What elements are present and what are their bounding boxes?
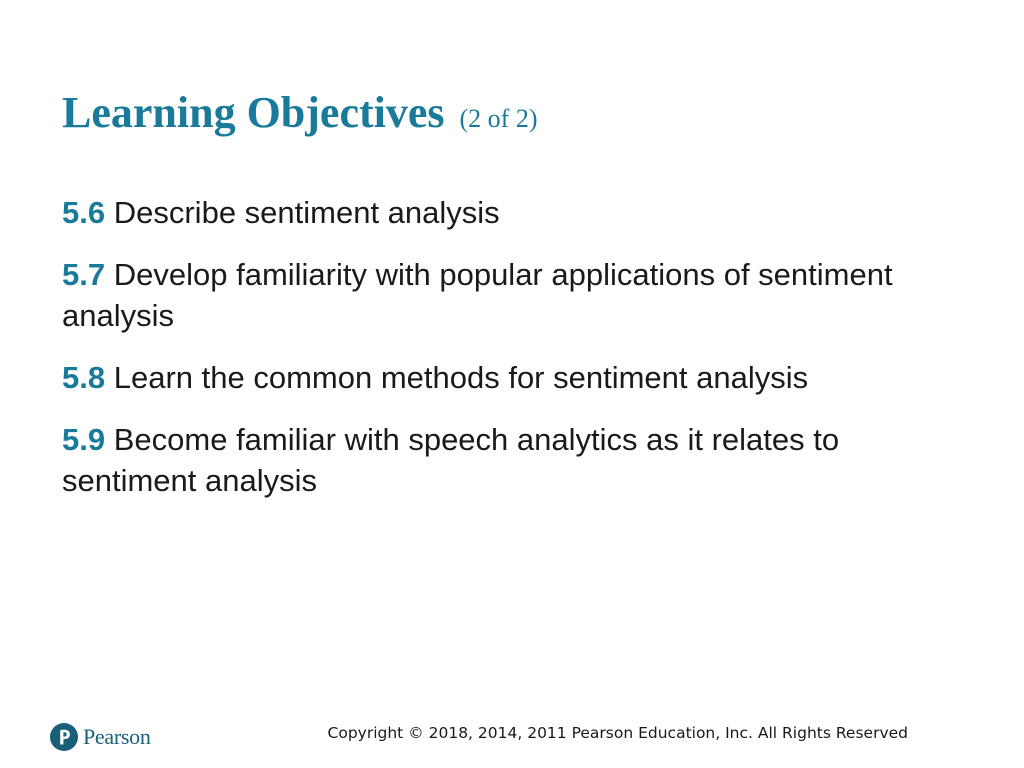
objective-number: 5.7 [62,257,106,292]
objective-text: Become familiar with speech analytics as it relates to sentiment analysis [62,422,840,498]
objective-number: 5.6 [62,195,106,230]
objectives-list [62,192,962,522]
pearson-wordmark: Pearson [83,724,151,749]
pearson-p-icon [50,723,78,751]
objective-item [62,254,962,336]
objective-item [62,419,962,501]
objective-number: 5.9 [62,422,106,457]
objective-number: 5.8 [62,360,106,395]
pearson-logo [50,720,151,754]
objective-text: Learn the common methods for sentiment analysis [113,360,809,395]
slide-title-main: Learning Objectives [62,88,445,137]
objective-item [62,357,962,398]
slide-title-suffix: (2 of 2) [459,104,538,133]
objective-text: Develop familiarity with popular applications of sentiment analysis [62,257,893,333]
objective-item [62,192,962,233]
objective-text: Describe sentiment analysis [113,195,500,230]
slide-title [62,86,538,146]
copyright-notice: Copyright © 2018, 2014, 2011 Pearson Education, Inc. All Rights Reserved [327,724,908,742]
